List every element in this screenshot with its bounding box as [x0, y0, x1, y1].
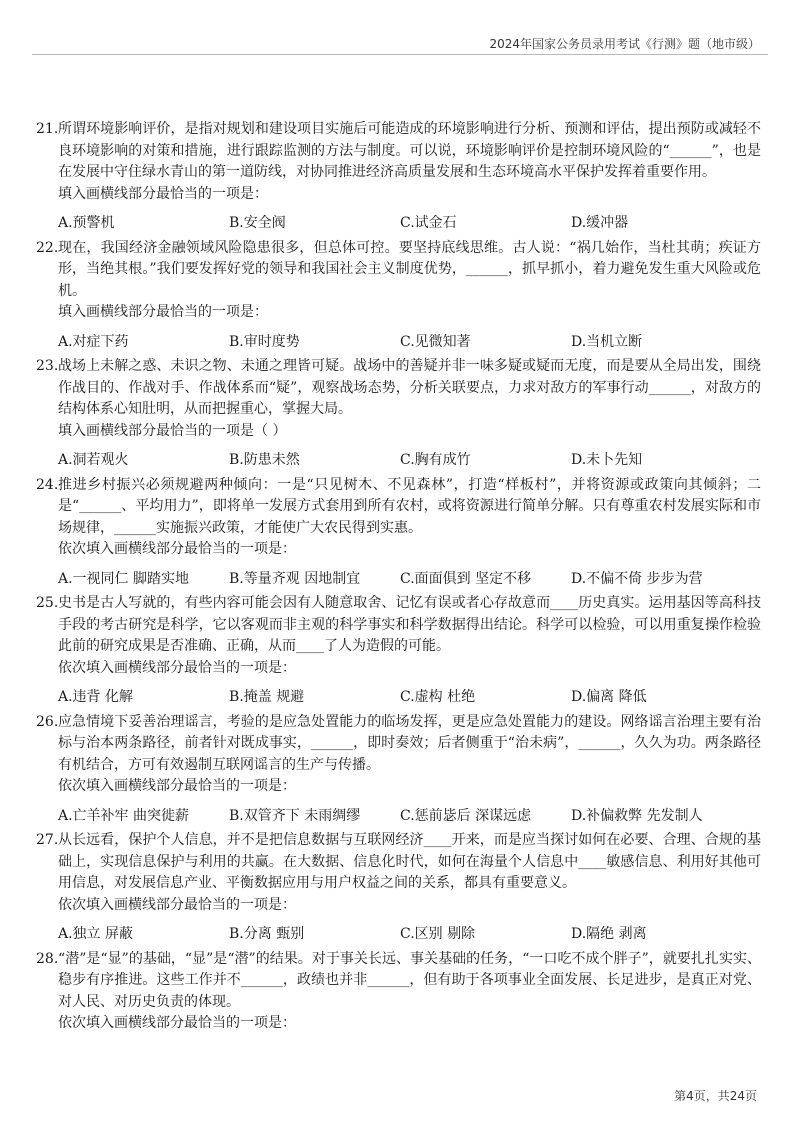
answer-options — [36, 687, 761, 709]
option-d[interactable]: D.当机立断 — [571, 333, 643, 350]
option-b[interactable]: B.掩盖 规避 — [229, 689, 305, 705]
answer-options — [36, 450, 761, 472]
answer-options — [36, 332, 761, 354]
document-header: 2024年国家公务员录用考试《行测》题（地市级） — [489, 37, 760, 51]
option-c[interactable]: C.试金石 — [400, 215, 457, 231]
option-d[interactable]: D.不偏不倚 步步为营 — [571, 570, 703, 587]
question-number: 21. — [36, 121, 59, 137]
question-instruction: 依次填入画横线部分最恰当的一项是： — [58, 778, 296, 794]
question-stem: 史书是古人写就的，有些内容可能会因有人随意取舍、记忆有误或者心存故意而____历史真实。运用基因等高科技手段的考古研究是科学，它以客观而非主观的科学事实和科学数据得出结论。科学可以检验，可以用重复操作检验此前的研究成果是否准确、正确，从而____了人为造假的可能。 — [58, 595, 761, 654]
option-a[interactable]: A.违背 化解 — [58, 689, 134, 705]
question-stem: 应急情境下妥善治理谣言，考验的是应急处置能力的临场发挥，更是应急处置能力的建设。网络谣言治理主要有治标与治本两条路径，前者针对既成事实，______，即时奏效；后者侧重于“治未病”，______，久久为功。两条路径有机结合，方可有效遏制互联网谣言的生产与传播。 — [58, 713, 761, 773]
option-d[interactable]: D.未卜先知 — [571, 452, 643, 468]
question-number: 27. — [36, 832, 59, 848]
question-stem: “潜”是“显”的基础，“显”是“潜”的结果。对于事关长远、事关基础的任务，“一口吃不成个胖子”，就要扎扎实实、稳步有序推进。这些工作并不______，政绩也并非______，但有助于各项事业全面发展、长足进步，是真正对党、对人民、对历史负责的体现。 — [58, 950, 761, 1010]
header-divider — [32, 54, 768, 55]
question-21 — [36, 119, 761, 235]
question-25 — [36, 593, 761, 709]
question-stem: 推进乡村振兴必须规避两种倾向：一是“只见树木、不见森林”，打造“样板村”，并将资源或政策向其倾斜；二是“______、平均用力”，即将单一发展方式套用到所有农村，或将资源进行简单分解。只有尊重农村发展实际和市场规律，______实施振兴政策，才能使广大农民得到实惠。 — [58, 476, 761, 536]
answer-options — [36, 924, 761, 946]
answer-options — [36, 213, 761, 235]
option-a[interactable]: A.亡羊补牢 曲突徙薪 — [58, 807, 190, 824]
option-b[interactable]: B.分离 甄别 — [229, 926, 305, 942]
option-d[interactable]: D.偏离 降低 — [571, 689, 647, 705]
option-d[interactable]: D.隔绝 剥离 — [571, 926, 647, 942]
option-c[interactable]: C.见微知著 — [400, 333, 471, 350]
answer-options — [36, 806, 761, 828]
question-stem: 现在，我国经济金融领域风险隐患很多，但总体可控。要坚持底线思维。古人说：“祸几始作，当杜其萌；疾证方形，当绝其根。”我们要发挥好党的领导和我国社会主义制度优势，______，抓早抓小，着力避免发生重大风险或危机。 — [58, 239, 761, 299]
option-c[interactable]: C.胸有成竹 — [400, 452, 471, 468]
question-stem: 战场上未解之惑、未识之物、未通之理皆可疑。战场中的善疑并非一味多疑或疑而无度，而是要从全局出发，围绕作战目的、作战对手、作战体系而“疑”，观察战场态势，分析关联要点，力求对敌方的军事行动______，对敌方的结构体系心知肚明，从而把握重心，掌握大局。 — [58, 358, 761, 417]
option-a[interactable]: A.一视同仁 脚踏实地 — [58, 570, 190, 587]
question-instruction: 依次填入画横线部分最恰当的一项是： — [58, 541, 296, 557]
option-a[interactable]: A.独立 屏蔽 — [58, 926, 134, 942]
option-d[interactable]: D.补偏救弊 先发制人 — [571, 807, 703, 824]
option-a[interactable]: A.预警机 — [58, 215, 115, 231]
question-stem: 从长远看，保护个人信息，并不是把信息数据与互联网经济____开来，而是应当探讨如何在必要、合理、合规的基础上，实现信息保护与利用的共赢。在大数据、信息化时代，如何在海量个人信息中____敏感信息、利用好其他可用信息，对发展信息产业、平衡数据应用与用户权益之间的关系，都具有重要意义。 — [58, 832, 761, 891]
question-number: 25. — [36, 595, 59, 611]
option-c[interactable]: C.惩前毖后 深谋远虑 — [400, 807, 532, 824]
option-a[interactable]: A.洞若观火 — [58, 452, 129, 468]
option-b[interactable]: B.安全阀 — [229, 215, 286, 231]
option-b[interactable]: B.等量齐观 因地制宜 — [229, 570, 361, 587]
option-c[interactable]: C.区别 剔除 — [400, 926, 476, 942]
option-b[interactable]: B.双管齐下 未雨绸缪 — [229, 807, 361, 824]
page-number: 第4页，共24页 — [674, 1089, 757, 1103]
question-instruction: 依次填入画横线部分最恰当的一项是： — [58, 1015, 296, 1031]
question-instruction: 依次填入画横线部分最恰当的一项是： — [58, 659, 296, 676]
question-list — [36, 119, 761, 1036]
question-number: 26. — [36, 713, 59, 730]
question-instruction: 填入画横线部分最恰当的一项是： — [58, 185, 268, 202]
question-number: 28. — [36, 950, 59, 967]
question-28 — [36, 949, 761, 1035]
question-stem: 所谓环境影响评价，是指对规划和建设项目实施后可能造成的环境影响进行分析、预测和评估，提出预防或减轻不良环境影响的对策和措施，进行跟踪监测的方法与制度。可以说，环境影响评价是控制环境风险的“______”，也是在发展中守住绿水青山的第一道防线，对协同推进经济高质量发展和生态环境高水平保护发挥着重要作用。 — [58, 121, 761, 180]
question-23 — [36, 356, 761, 472]
option-d[interactable]: D.缓冲器 — [571, 215, 629, 231]
question-24 — [36, 475, 761, 591]
option-c[interactable]: C.虚构 杜绝 — [400, 689, 476, 705]
question-instruction: 填入画横线部分最恰当的一项是（ ） — [58, 422, 287, 439]
question-22 — [36, 238, 761, 354]
question-instruction: 填入画横线部分最恰当的一项是： — [58, 304, 268, 320]
question-number: 24. — [36, 476, 59, 493]
option-c[interactable]: C.面面俱到 坚定不移 — [400, 570, 532, 587]
question-instruction: 依次填入画横线部分最恰当的一项是： — [58, 896, 296, 913]
question-number: 22. — [36, 239, 59, 256]
question-number: 23. — [36, 358, 59, 374]
question-27 — [36, 830, 761, 946]
option-b[interactable]: B.审时度势 — [229, 333, 300, 350]
question-26 — [36, 712, 761, 828]
answer-options — [36, 569, 761, 591]
option-b[interactable]: B.防患未然 — [229, 452, 300, 468]
option-a[interactable]: A.对症下药 — [58, 333, 129, 350]
